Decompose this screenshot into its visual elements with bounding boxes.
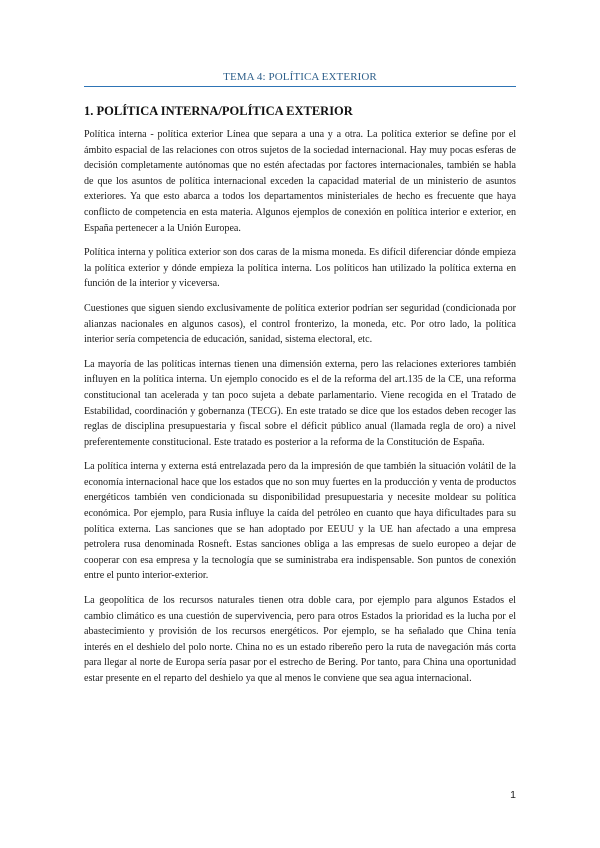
section-heading: 1. POLÍTICA INTERNA/POLÍTICA EXTERIOR bbox=[84, 104, 353, 118]
header-divider bbox=[84, 86, 516, 87]
paragraph: Política interna - política exterior Línea que separa a una y a otra. La política exterior se define por el ámbito espacial de las relaciones con otros sujetos de la sociedad internacional. Hay muy pocas esferas de decisión completamente autónomas que no estén afectadas por factores internacionales, también se habla de que los asuntos de política internacional exceden la capacidad material de un ministerio de asuntos exteriores. Ya que esto abarca a todos los departamentos ministeriales de hecho es frecuente que haya conflicto de competencia en esta materia. Algunos ejemplos de conexión en política interior e exterior, en España pertenecer a la Unión Europea. bbox=[84, 129, 516, 234]
paragraph: La mayoría de las políticas internas tienen una dimensión externa, pero las relaciones exteriores también influyen en la política interna. Un ejemplo conocido es el de la reforma del art.135 de la CE, una reforma constitucional tan acelerada y tan poco sujeta a debate parlamentario. Viene recogida en el Tratado de Estabilidad, coordinación y gobernanza (TECG). En este tratado se dice que los estados deben recoger las reglas de disciplina presupuestaria y fiscal sobre el déficit público anual (llamada regla de oro) a nivel preferentemente constitucional. Este tratado es posterior a la reforma de la Constitución de España. bbox=[84, 358, 516, 448]
paragraph: La geopolítica de los recursos naturales tienen otra doble cara, por ejemplo para algunos Estados el cambio climático es una cuestión de supervivencia, pero para otros Estados la prioridad es la lucha por el abastecimiento y provisión de los recursos energéticos. Por ejemplo, se ha señalado que China tenía interés en el deshielo del polo norte. China no es un estado ribereño pero la ruta de navegación más corta para llegar al norte de Europa sería pasar por el estrecho de Bering. Por tanto, para China una oportunidad estar presente en el reparto del deshielo ya que al menos le conviene que sea agua internacional. bbox=[84, 595, 516, 684]
running-header: TEMA 4: POLÍTICA EXTERIOR bbox=[223, 71, 377, 83]
paragraph: Política interna y política exterior son dos caras de la misma moneda. Es difícil diferenciar dónde empieza la política exterior y dónde empieza la política interna. Los políticos han utilizado la política externa en función de la interior y viceversa. bbox=[84, 247, 516, 290]
body-text bbox=[84, 127, 516, 696]
paragraph: La política interna y externa está entrelazada pero da la impresión de que también la situación volátil de la economía internacional hace que los estados que no son muy fuertes en la producción y venta de productos energéticos también ven condicionada su disponibilidad presupuestaria y necesite moldear su política económica. Por ejemplo, para Rusia influye la caída del petróleo en cuanto que haya dificultades para su política externa. Las sanciones que se han adoptado por EEUU y la UE han afectado a una empresa petrolera rusa denominada Rosneft. Estas sanciones obliga a las empresas de suelo europeo a dejar de cooperar con esa empresa y la tecnología que se suministraba era indispensable. Son puntos de conexión entre el punto interior-exterior. bbox=[84, 461, 516, 582]
page-number: 1 bbox=[510, 789, 516, 801]
paragraph: Cuestiones que siguen siendo exclusivamente de política exterior podrían ser seguridad (condicionada por alianzas nacionales en algunos casos), el control fronterizo, la moneda, etc. Por otro lado, la política interior sería competencia de educación, sanidad, sistema electoral, etc. bbox=[84, 302, 516, 346]
